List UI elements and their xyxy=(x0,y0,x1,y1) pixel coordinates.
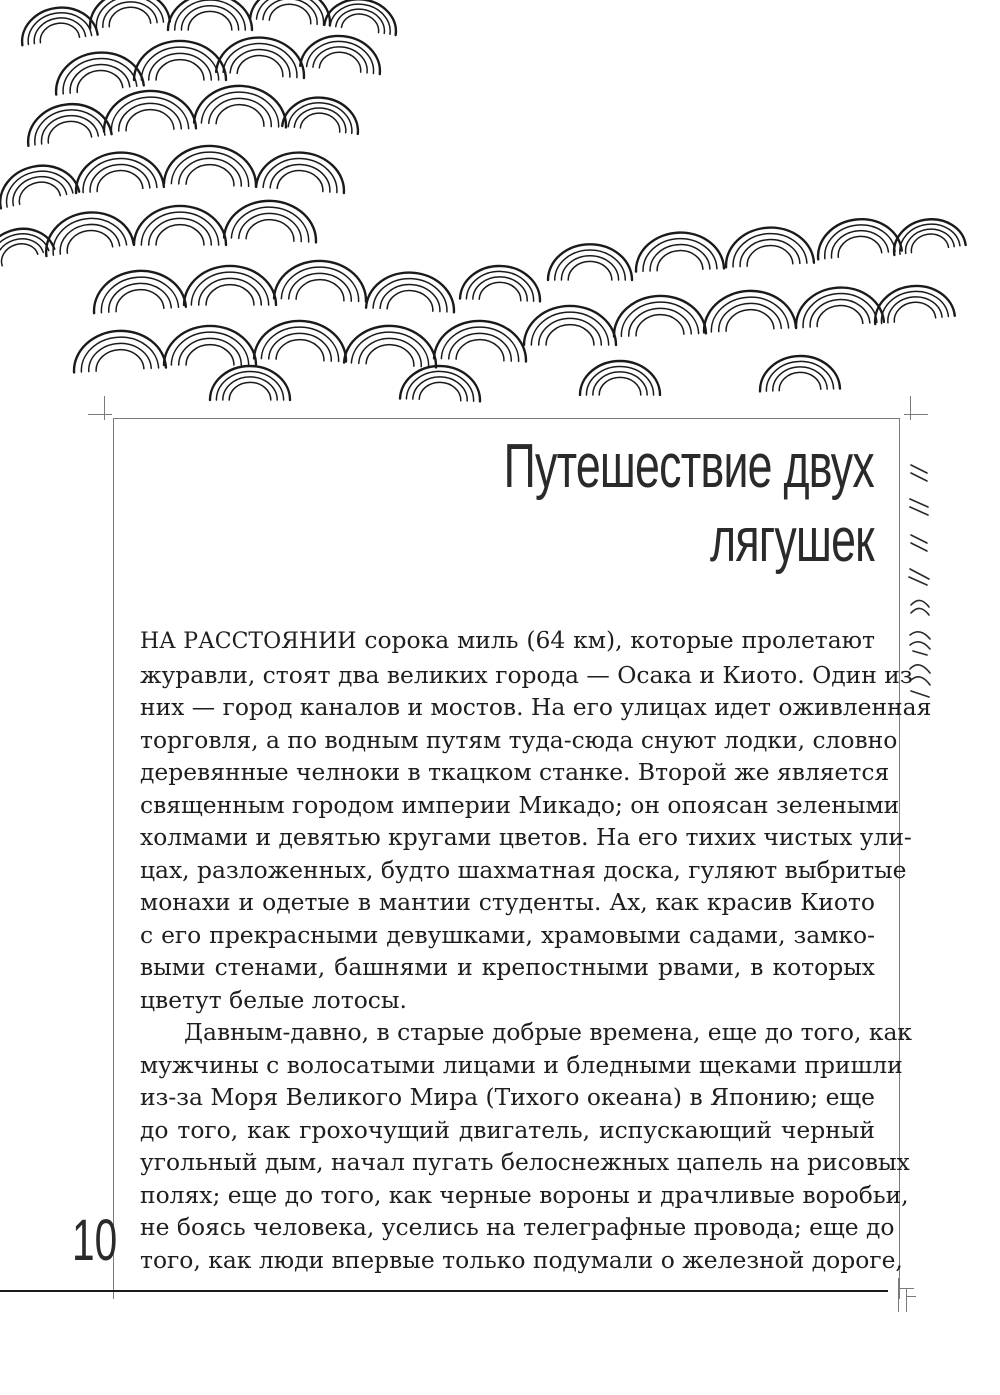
corner-mark-top-left xyxy=(88,396,116,424)
text-line: до того, как грохочущий двигатель, испускающий черный xyxy=(140,1115,875,1144)
wave-arc xyxy=(223,377,277,400)
wave-arc xyxy=(237,54,284,77)
wave-arc xyxy=(75,68,123,92)
wave-clump xyxy=(366,270,456,312)
wave-clump xyxy=(434,319,527,361)
wave-arc xyxy=(9,172,67,206)
wave-arc xyxy=(413,376,468,401)
body-text xyxy=(140,624,932,1276)
wave-arc xyxy=(324,0,400,35)
text-line: не боясь человека, уселись на телеграфные провода; еще до xyxy=(140,1213,895,1241)
wave-arc xyxy=(125,109,174,131)
wave-arc xyxy=(186,164,235,186)
wave-clump xyxy=(103,89,196,131)
wave-arc xyxy=(531,312,608,345)
lead-in-caps: НА РАССТОЯНИИ xyxy=(140,629,357,654)
wave-arc xyxy=(779,372,821,391)
text-line: полях; еще до того, как черные вороны и драчливые воробьи, xyxy=(140,1180,909,1209)
wave-clump xyxy=(759,355,840,392)
wave-arc xyxy=(366,343,415,366)
wave-arc xyxy=(449,332,512,361)
wave-arc xyxy=(599,377,641,395)
wave-arc xyxy=(642,237,717,271)
wave-arc xyxy=(108,6,151,27)
wave-arc xyxy=(772,366,827,391)
wave-clump xyxy=(580,361,660,395)
wave-arc xyxy=(246,218,295,241)
wave-arc xyxy=(118,102,181,131)
wave-arc xyxy=(277,169,324,192)
chapter-title-line-1: Путешествие двух xyxy=(503,432,874,501)
wave-arc xyxy=(300,111,341,132)
text-line: холмами и девятью кругами цветов. На его тихих чистых ули- xyxy=(140,823,912,851)
wave-arc xyxy=(57,221,120,255)
corner-mark-bottom-right xyxy=(884,1278,924,1318)
wave-arc xyxy=(141,212,218,245)
wave-arc xyxy=(156,60,204,80)
wave-arc xyxy=(456,339,505,361)
wave-arc xyxy=(473,276,528,301)
text-line: угольный дым, начал пугать белоснежных цапель на рисовых xyxy=(140,1148,910,1176)
wave-clump xyxy=(635,231,724,271)
text-line: цах, разложенных, будто шахматная доска, гуляют выбритые xyxy=(140,855,907,884)
wave-clump xyxy=(73,150,163,193)
wave-arc xyxy=(171,332,248,365)
wave-arc xyxy=(179,157,242,186)
wave-arc xyxy=(406,370,474,401)
wave-arc xyxy=(892,300,935,322)
wave-arc xyxy=(96,169,143,192)
text-line: выми стенами, башнями и крепостными рвами, в которых xyxy=(140,953,875,981)
wave-arc xyxy=(188,11,232,30)
wave-clump xyxy=(164,326,256,365)
wave-arc xyxy=(95,348,144,371)
wave-arc xyxy=(149,218,212,245)
wave-clump xyxy=(72,329,166,373)
wave-clump xyxy=(168,0,252,30)
wave-clump xyxy=(613,294,706,336)
wave-arc xyxy=(269,332,332,361)
wave-clump xyxy=(184,266,276,305)
wave-arc xyxy=(276,339,325,361)
wave-arc xyxy=(466,270,534,301)
wave-arc xyxy=(38,112,98,144)
corner-mark-top-right xyxy=(900,396,928,424)
wave-arc xyxy=(546,325,594,345)
wave-arc xyxy=(0,239,38,266)
text-line: НА РАССТОЯНИИ сорока миль (64 км), которые пролетают xyxy=(140,626,875,654)
wave-clump xyxy=(164,144,257,186)
wave-arc xyxy=(199,278,262,305)
wave-arc xyxy=(319,50,362,72)
wave-arc xyxy=(296,279,345,301)
wave-arc xyxy=(746,244,793,266)
wave-clump xyxy=(52,48,143,94)
wave-arc xyxy=(216,103,265,126)
wave-clump xyxy=(91,268,186,313)
text-line: цветут белые лотосы. xyxy=(140,985,407,1014)
text-line: священным городом империи Микадо; он опоясан зелеными xyxy=(140,790,900,819)
wave-clump xyxy=(216,35,306,78)
text-line: с его прекрасными девушками, храмовыми садами, замко- xyxy=(140,920,875,949)
wave-arc xyxy=(649,244,710,272)
wave-arc xyxy=(593,372,647,395)
wave-clump xyxy=(87,0,170,28)
wave-arc xyxy=(110,96,188,132)
wave-arc xyxy=(181,6,238,30)
wave-clump xyxy=(224,199,318,243)
wave-arc xyxy=(261,326,339,362)
wave-clump xyxy=(793,285,883,328)
wave-arc xyxy=(539,318,602,345)
wave-clump xyxy=(524,306,616,345)
text-line: того, как люди впервые только подумали о железной дороге, xyxy=(140,1245,903,1274)
text-line: торговля, а по водным путям туда-сюда снуют лодки, словно xyxy=(140,725,898,754)
wave-clump xyxy=(282,94,361,134)
wave-arc xyxy=(816,304,863,327)
wave-clump xyxy=(724,225,814,267)
wave-clump xyxy=(702,289,796,333)
wave-arc xyxy=(191,272,268,305)
text-line: монахи и одетые в мантии студенты. Ах, как красив Киото xyxy=(140,888,875,916)
wave-arc xyxy=(628,307,691,336)
wave-clump xyxy=(134,41,226,80)
wave-arc xyxy=(289,272,352,301)
text-line: мужчины с волосатыми лицами и бледными щеками пришли xyxy=(140,1050,903,1079)
wave-arc xyxy=(179,338,242,365)
wave-arc xyxy=(387,289,434,311)
wave-clump xyxy=(400,365,481,402)
wave-arc xyxy=(586,366,653,395)
wave-arc xyxy=(149,53,212,80)
wave-arc xyxy=(419,382,461,401)
wave-arc xyxy=(479,282,521,301)
bottom-rule xyxy=(0,1290,888,1292)
wave-arc xyxy=(0,158,79,208)
wave-arc xyxy=(115,288,164,312)
wave-arc xyxy=(171,151,249,187)
wave-arc xyxy=(175,0,246,30)
wave-clump xyxy=(548,244,632,280)
text-line: из-за Моря Великого Мира (Тихого океана) в Японию; еще xyxy=(140,1083,875,1111)
wave-clump xyxy=(0,158,79,208)
wave-arc xyxy=(656,250,702,271)
wave-arc xyxy=(620,301,698,337)
wave-arc xyxy=(229,382,271,400)
wave-clump xyxy=(324,0,400,35)
wave-illustration xyxy=(0,0,1000,420)
wave-clump xyxy=(18,3,98,46)
text-line: деревянные челноки в ткацком станке. Второй же является xyxy=(140,758,890,786)
chapter-title-line-2: лягушек xyxy=(710,506,874,575)
wave-arc xyxy=(568,261,612,280)
wave-arc xyxy=(836,234,881,257)
wave-arc xyxy=(281,266,359,302)
wave-clump xyxy=(274,259,367,301)
text-line: журавли, стоят два великих города — Осака и Киото. Один из xyxy=(140,660,913,689)
wave-arc xyxy=(725,308,774,331)
wave-arc xyxy=(206,285,254,305)
wave-arc xyxy=(186,345,234,365)
wave-clump xyxy=(250,0,333,25)
page-number: 10 xyxy=(72,1208,118,1273)
wave-clump xyxy=(814,215,901,259)
wave-arc xyxy=(46,119,92,143)
wave-arc xyxy=(555,250,626,280)
wave-arc xyxy=(65,228,113,254)
wave-arc xyxy=(269,3,312,24)
wave-clump xyxy=(254,319,347,361)
wave-clump xyxy=(194,84,288,128)
wave-arc xyxy=(156,225,204,245)
text-line: них — город каналов и мостов. На его улицах идет оживленная xyxy=(140,693,932,721)
wave-arc xyxy=(168,0,252,30)
wave-clump xyxy=(210,366,290,400)
wave-arc xyxy=(765,360,833,391)
wave-clump xyxy=(460,265,541,302)
wave-arc xyxy=(561,256,618,280)
wave-clump xyxy=(344,324,438,368)
wave-clump xyxy=(256,150,346,193)
wave-clump xyxy=(23,99,111,146)
chapter-title xyxy=(413,430,874,578)
wave-clump xyxy=(300,32,383,74)
wave-arc xyxy=(635,314,684,336)
wave-clump xyxy=(134,206,226,245)
wave-arc xyxy=(441,326,519,362)
wave-arc xyxy=(94,0,163,28)
wave-arc xyxy=(216,371,283,400)
text-line: Давным-давно, в старые добрые времена, еще до того, как xyxy=(184,1018,913,1046)
wave-arc xyxy=(141,47,218,80)
